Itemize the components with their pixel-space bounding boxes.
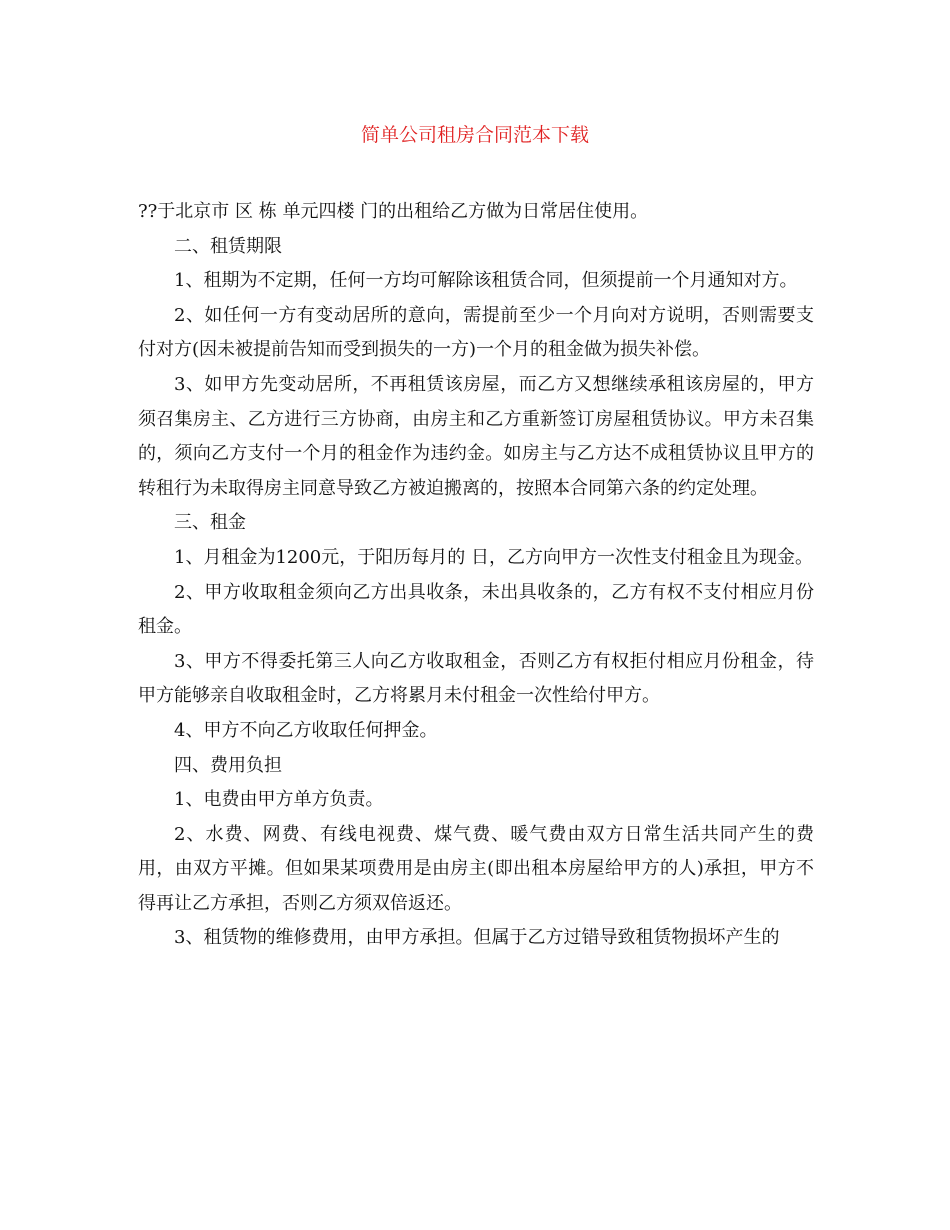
paragraph-property-location: ??于北京市 区 栋 单元四楼 门的出租给乙方做为日常居住使用。 xyxy=(138,201,649,222)
paragraph-rent-1: 1、月租金为1200元，于阳历每月的 日，乙方向甲方一次性支付租金且为现金。 xyxy=(174,546,813,568)
paragraph-expenses-2: 2、水费、网费、有线电视费、煤气费、暖气费由双方日常生活共同产生的费用，由双方平摊。但如果某项费用是由房主(即出租本房屋给甲方的人)承担，甲方不得再让乙方承担，否则乙方须双倍返还。 xyxy=(138,823,814,914)
paragraph-expenses-3: 3、租赁物的维修费用，由甲方承担。但属于乙方过错导致租赁物损坏产生的 xyxy=(174,927,780,949)
paragraph-lease-term-3: 3、如甲方先变动居所，不再租赁该房屋，而乙方又想继续承租该房屋的，甲方须召集房主、乙方进行三方协商，由房主和乙方重新签订房屋租赁协议。甲方未召集的，须向乙方支付一个月的租金作为违约金。如房主与乙方达不成租赁协议且甲方的转租行为未取得房主同意导致乙方被迫搬离的，按照本合同第六条的约定处理。 xyxy=(138,373,814,499)
paragraph-lease-term-1: 1、租期为不定期，任何一方均可解除该租赁合同，但须提前一个月通知对方。 xyxy=(174,270,798,292)
document-title: 简单公司租房合同范本下载 xyxy=(360,124,589,146)
paragraph-expenses-1: 1、电费由甲方单方负责。 xyxy=(174,789,384,811)
section-heading-expenses: 四、费用负担 xyxy=(174,754,282,776)
paragraph-lease-term-2: 2、如任何一方有变动居所的意向，需提前至少一个月向对方说明，否则需要支付对方(因未被提前告知而受到损失的一方)一个月的租金做为损失补偿。 xyxy=(138,304,814,361)
section-heading-rent: 三、租金 xyxy=(174,512,246,534)
paragraph-rent-3: 3、甲方不得委托第三人向乙方收取租金，否则乙方有权拒付相应月份租金，待甲方能够亲自收取租金时，乙方将累月未付租金一次性给付甲方。 xyxy=(138,650,814,707)
section-heading-lease-term: 二、租赁期限 xyxy=(174,235,282,257)
paragraph-rent-4: 4、甲方不向乙方收取任何押金。 xyxy=(174,719,438,741)
paragraph-rent-2: 2、甲方收取租金须向乙方出具收条，未出具收条的，乙方有权不支付相应月份租金。 xyxy=(138,581,814,638)
document-body xyxy=(138,195,814,956)
